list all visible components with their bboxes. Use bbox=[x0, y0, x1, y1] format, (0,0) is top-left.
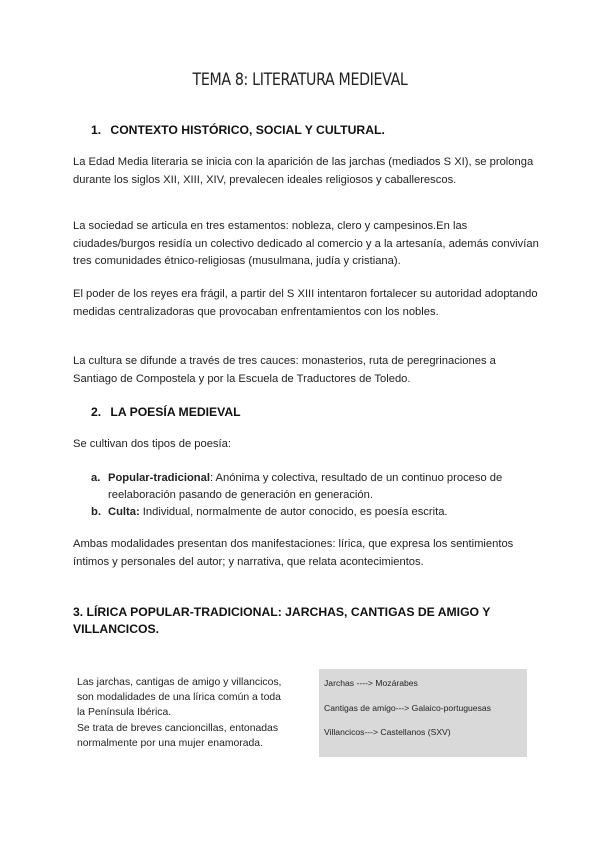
section-1-heading-text: CONTEXTO HISTÓRICO, SOCIAL Y CULTURAL. bbox=[110, 123, 385, 137]
page-title: TEMA 8: LITERATURA MEDIEVAL bbox=[192, 70, 408, 89]
lyric-line: normalmente por una mujer enamorada. bbox=[77, 737, 263, 749]
lyric-line: la Península Ibérica. bbox=[77, 707, 172, 719]
list-item bbox=[91, 470, 531, 504]
list-item bbox=[91, 504, 531, 521]
section-3-heading: 3. LÍRICA POPULAR-TRADICIONAL: JARCHAS, CANTIGAS DE AMIGO Y VILLANCICOS. bbox=[73, 605, 491, 637]
list-text: Individual, normalmente de autor conocido, es poesía escrita. bbox=[139, 506, 448, 519]
section-1-heading bbox=[91, 123, 385, 137]
section-2-closing: Ambas modalidades presentan dos manifestaciones: lírica, que expresa los sentimientos íntimos y personales del autor; y narrativa, que relata acontecimientos. bbox=[73, 538, 514, 568]
list-text: : Anónima y colectiva, resultado de un continuo proceso de reelaboración pasando de generación en generación. bbox=[108, 472, 503, 502]
paragraph-2: La sociedad se articula en tres estamentos: nobleza, clero y campesinos.En las ciudades/burgos residía un colectivo dedicado al comercio y a la artesanía, además convivían tres comunidades étnico-religiosas (musulmana, judía y cristiana). bbox=[73, 220, 539, 268]
box-row-cantigas: Cantigas de amigo---> Galaico-portuguesas bbox=[324, 703, 491, 713]
lyric-line: Las jarchas, cantigas de amigo y villancicos, bbox=[77, 677, 282, 688]
list-marker: b. bbox=[91, 506, 101, 519]
list-term: Popular-tradicional bbox=[108, 472, 210, 484]
section-2-heading-text: LA POESÍA MEDIEVAL bbox=[110, 405, 241, 419]
list-term: Culta: bbox=[108, 506, 140, 519]
lyric-line: Se trata de breves cancioncillas, entonadas bbox=[77, 722, 279, 734]
paragraph-4: La cultura se difunde a través de tres cauces: monasterios, ruta de peregrinaciones a Santiago de Compostela y por la Escuela de Traductores de Toledo. bbox=[73, 355, 496, 385]
section-1-number: 1. bbox=[91, 123, 102, 137]
lyric-description bbox=[77, 675, 307, 751]
section-2-heading bbox=[91, 405, 241, 419]
section-2-intro: Se cultivan dos tipos de poesía: bbox=[73, 438, 231, 450]
paragraph-1: La Edad Media literaria se inicia con la aparición de las jarchas (mediados S XI), se prolonga durante los siglos XII, XIII, XIV, prevalecen ideales religiosos y caballerescos. bbox=[73, 156, 534, 186]
box-row-villancicos: Villancicos---> Castellanos (SXV) bbox=[324, 727, 451, 737]
paragraph-3: El poder de los reyes era frágil, a partir del S XIII intentaron fortalecer su autoridad adoptando medidas centralizadoras que provocaban enfrentamientos con los nobles. bbox=[73, 288, 538, 318]
poetry-types-list bbox=[91, 470, 531, 522]
lyric-line: son modalidades de una lírica común a toda bbox=[77, 692, 281, 704]
box-row-jarchas: Jarchas ----> Mozárabes bbox=[324, 678, 418, 688]
lyric-origins-box bbox=[319, 669, 527, 757]
list-marker: a. bbox=[91, 472, 101, 484]
section-2-number: 2. bbox=[91, 405, 102, 419]
